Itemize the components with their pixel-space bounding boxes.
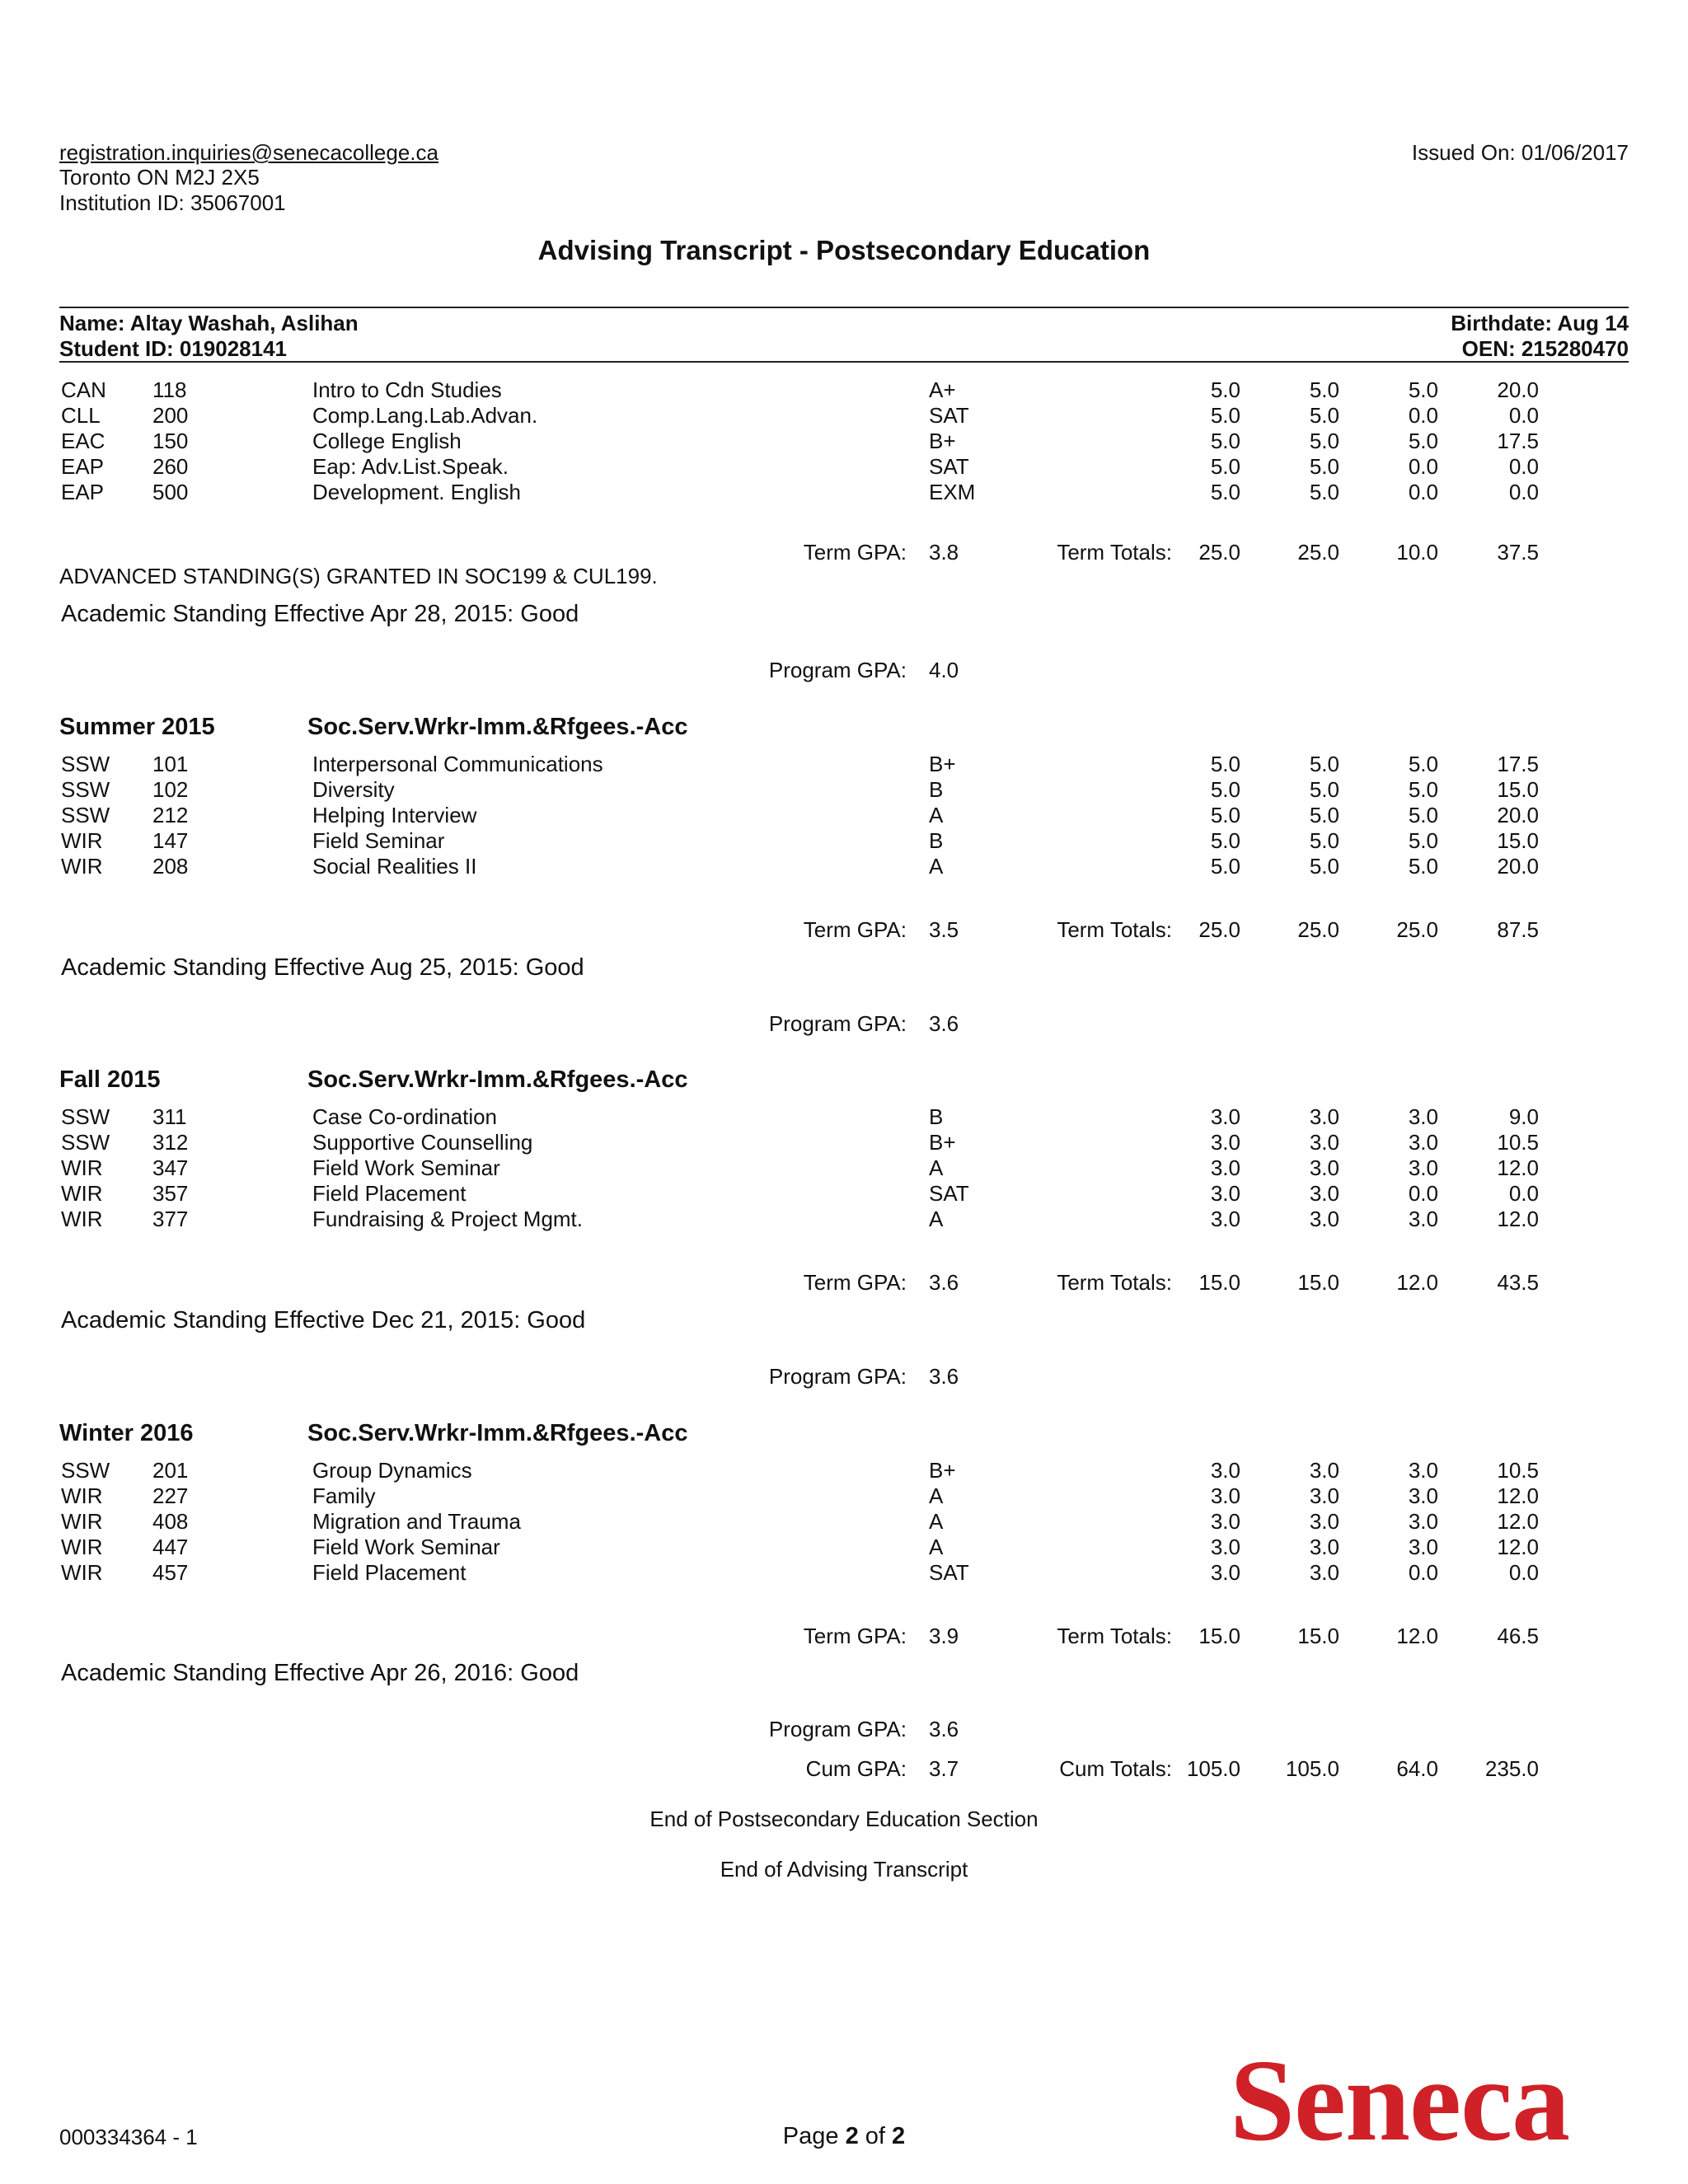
email-link[interactable]: registration.inquiries@senecacollege.ca (59, 140, 438, 165)
course-subject: WIR (61, 1483, 103, 1508)
course-grade-points: 15.0 (1497, 828, 1539, 853)
course-grade-points: 20.0 (1497, 377, 1539, 402)
program-gpa-value: 3.6 (929, 1717, 959, 1741)
term-program: Soc.Serv.Wrkr-Imm.&Rfgees.-Acc (307, 714, 688, 740)
course-grade: A (929, 803, 944, 827)
course-subject: SSW (61, 803, 110, 827)
course-grade-points: 10.5 (1497, 1130, 1539, 1155)
course-credits-attempted: 3.0 (1210, 1560, 1240, 1585)
course-grade-points: 15.0 (1497, 777, 1539, 802)
course-title: Supportive Counselling (312, 1130, 533, 1155)
program-gpa-label: Program GPA: (768, 1364, 907, 1389)
course-credits-earned: 5.0 (1309, 429, 1339, 453)
course-grade: A (929, 1509, 944, 1534)
course-grade-points: 17.5 (1497, 429, 1539, 453)
course-number: 377 (152, 1207, 189, 1231)
course-title: Field Work Seminar (312, 1535, 500, 1559)
bottom-rule (59, 361, 1629, 363)
academic-standing: Academic Standing Effective Apr 26, 2016: Good (61, 1660, 579, 1686)
course-number: 311 (152, 1104, 187, 1129)
course-credits-attempted: 5.0 (1210, 854, 1240, 879)
course-title: Field Placement (312, 1560, 467, 1585)
program-gpa-line (0, 1010, 1688, 1037)
course-credits-attempted: 3.0 (1210, 1130, 1240, 1155)
term-name: Winter 2016 (59, 1420, 194, 1446)
academic-standing: Academic Standing Effective Dec 21, 2015: Good (61, 1307, 586, 1333)
course-grade-points: 20.0 (1497, 854, 1539, 879)
course-credits-attempted: 3.0 (1210, 1207, 1240, 1231)
term-total-4: 87.5 (1497, 917, 1539, 942)
course-grade: B+ (929, 752, 956, 776)
course-number: 357 (152, 1181, 189, 1206)
course-credits-attempted: 5.0 (1210, 480, 1240, 504)
course-grade-points: 17.5 (1497, 752, 1539, 776)
term-total-1: 25.0 (1198, 540, 1240, 565)
course-gpa-credits: 3.0 (1408, 1207, 1438, 1231)
term-total-1: 15.0 (1198, 1624, 1240, 1648)
course-grade: SAT (929, 454, 969, 479)
cum-total-3: 64.0 (1396, 1756, 1438, 1781)
course-title: Diversity (312, 777, 395, 802)
term-gpa-value: 3.6 (929, 1270, 959, 1295)
course-number: 347 (152, 1155, 189, 1180)
course-credits-attempted: 5.0 (1210, 454, 1240, 479)
course-row (0, 777, 1688, 803)
course-number: 227 (152, 1483, 189, 1508)
course-credits-earned: 5.0 (1309, 803, 1339, 827)
program-gpa-label: Program GPA: (768, 658, 907, 682)
institution-address: Toronto ON M2J 2X5 (59, 165, 260, 190)
program-gpa-line (0, 657, 1688, 683)
page-prefix: Page (782, 2123, 839, 2149)
term-gpa-label: Term GPA: (803, 540, 907, 565)
term-total-3: 10.0 (1396, 540, 1438, 565)
course-title: Comp.Lang.Lab.Advan. (312, 403, 538, 428)
course-credits-earned: 5.0 (1309, 454, 1339, 479)
course-subject: WIR (61, 1155, 103, 1180)
term-totals-label: Term Totals: (1057, 1270, 1172, 1295)
seneca-logo: Seneca (1230, 2035, 1570, 2165)
course-gpa-credits: 5.0 (1408, 377, 1438, 402)
course-title: Fundraising & Project Mgmt. (312, 1207, 584, 1231)
term-total-2: 15.0 (1297, 1624, 1339, 1648)
top-rule (59, 307, 1629, 308)
course-subject: WIR (61, 854, 103, 879)
birthdate: Birthdate: Aug 14 (1451, 311, 1629, 335)
course-row (0, 1130, 1688, 1155)
student-id: Student ID: 019028141 (59, 336, 288, 361)
course-credits-earned: 3.0 (1309, 1509, 1339, 1534)
course-row (0, 377, 1688, 403)
course-credits-earned: 3.0 (1309, 1130, 1339, 1155)
course-row (0, 454, 1688, 480)
course-gpa-credits: 5.0 (1408, 828, 1438, 853)
course-credits-earned: 3.0 (1309, 1104, 1339, 1129)
course-row (0, 480, 1688, 505)
course-grade-points: 0.0 (1508, 454, 1539, 479)
course-credits-attempted: 3.0 (1210, 1483, 1240, 1508)
course-grade-points: 20.0 (1497, 803, 1539, 827)
course-credits-attempted: 5.0 (1210, 403, 1240, 428)
document-title: Advising Transcript - Postsecondary Education (537, 235, 1151, 265)
course-gpa-credits: 0.0 (1408, 1181, 1438, 1206)
program-gpa-label: Program GPA: (768, 1717, 907, 1741)
course-row (0, 803, 1688, 828)
course-grade-points: 0.0 (1508, 480, 1539, 504)
course-title: Field Work Seminar (312, 1155, 500, 1180)
term-gpa-value: 3.9 (929, 1624, 959, 1648)
course-grade: SAT (929, 403, 969, 428)
course-subject: WIR (61, 1509, 103, 1534)
course-grade: B (929, 1104, 944, 1129)
course-gpa-credits: 3.0 (1408, 1130, 1438, 1155)
term-totals-label: Term Totals: (1057, 1624, 1172, 1648)
course-gpa-credits: 3.0 (1408, 1458, 1438, 1483)
term-note: ADVANCED STANDING(S) GRANTED IN SOC199 & CUL199. (59, 564, 658, 588)
course-credits-earned: 3.0 (1309, 1535, 1339, 1559)
course-title: Family (312, 1483, 376, 1508)
course-subject: CAN (61, 377, 106, 402)
course-grade-points: 10.5 (1497, 1458, 1539, 1483)
page-of: of (865, 2123, 885, 2149)
document-number: 000334364 - 1 (59, 2125, 198, 2149)
course-number: 150 (152, 429, 189, 453)
term-gpa-value: 3.5 (929, 917, 959, 942)
page-total: 2 (892, 2123, 906, 2149)
course-row (0, 429, 1688, 454)
course-credits-attempted: 5.0 (1210, 377, 1240, 402)
course-gpa-credits: 3.0 (1408, 1483, 1438, 1508)
issued-on: Issued On: 01/06/2017 (1411, 140, 1629, 165)
course-gpa-credits: 0.0 (1408, 403, 1438, 428)
course-grade-points: 12.0 (1497, 1535, 1539, 1559)
course-title: College English (312, 429, 462, 453)
term-total-3: 25.0 (1396, 917, 1438, 942)
term-gpa-label: Term GPA: (803, 1624, 907, 1648)
course-number: 212 (152, 803, 189, 827)
term-totals-label: Term Totals: (1057, 540, 1172, 565)
course-grade-points: 12.0 (1497, 1483, 1539, 1508)
course-row (0, 1458, 1688, 1483)
course-credits-attempted: 5.0 (1210, 752, 1240, 776)
course-title: Group Dynamics (312, 1458, 472, 1483)
course-grade: A (929, 1535, 944, 1559)
course-number: 408 (152, 1509, 189, 1534)
course-title: Social Realities II (312, 854, 477, 879)
course-subject: WIR (61, 828, 103, 853)
course-grade: B+ (929, 1458, 956, 1483)
term-totals-line (0, 916, 1688, 943)
course-grade-points: 9.0 (1508, 1104, 1539, 1129)
course-number: 312 (152, 1130, 189, 1155)
term-total-3: 12.0 (1396, 1270, 1438, 1295)
course-row (0, 1181, 1688, 1207)
page-current: 2 (845, 2123, 859, 2149)
term-totals-label: Term Totals: (1057, 917, 1172, 942)
course-grade: EXM (929, 480, 976, 504)
course-number: 147 (152, 828, 189, 853)
course-gpa-credits: 3.0 (1408, 1155, 1438, 1180)
course-subject: WIR (61, 1560, 103, 1585)
term-totals-line (0, 539, 1688, 565)
course-number: 500 (152, 480, 189, 504)
course-grade: A (929, 854, 944, 879)
course-number: 101 (152, 752, 189, 776)
course-title: Development. English (312, 480, 521, 504)
course-credits-attempted: 3.0 (1210, 1509, 1240, 1534)
course-grade: SAT (929, 1181, 969, 1206)
course-gpa-credits: 3.0 (1408, 1104, 1438, 1129)
course-gpa-credits: 3.0 (1408, 1509, 1438, 1534)
course-grade: A (929, 1155, 944, 1180)
course-credits-attempted: 5.0 (1210, 803, 1240, 827)
term-program: Soc.Serv.Wrkr-Imm.&Rfgees.-Acc (307, 1420, 688, 1446)
cumulative-line (0, 1755, 1688, 1782)
term-total-4: 46.5 (1497, 1624, 1539, 1648)
course-gpa-credits: 0.0 (1408, 454, 1438, 479)
course-credits-attempted: 3.0 (1210, 1181, 1240, 1206)
term-totals-line (0, 1269, 1688, 1296)
program-gpa-value: 3.6 (929, 1011, 959, 1036)
course-title: Case Co-ordination (312, 1104, 498, 1129)
term-program: Soc.Serv.Wrkr-Imm.&Rfgees.-Acc (307, 1066, 688, 1093)
cum-total-2: 105.0 (1285, 1756, 1339, 1781)
course-credits-earned: 5.0 (1309, 403, 1339, 428)
term-total-4: 37.5 (1497, 540, 1539, 565)
course-grade-points: 12.0 (1497, 1509, 1539, 1534)
course-subject: WIR (61, 1207, 103, 1231)
course-credits-earned: 5.0 (1309, 377, 1339, 402)
course-row (0, 752, 1688, 777)
course-gpa-credits: 5.0 (1408, 803, 1438, 827)
program-gpa-line (0, 1716, 1688, 1742)
course-subject: WIR (61, 1181, 103, 1206)
term-total-2: 15.0 (1297, 1270, 1339, 1295)
course-title: Field Placement (312, 1181, 467, 1206)
course-grade: B (929, 777, 944, 802)
course-gpa-credits: 3.0 (1408, 1535, 1438, 1559)
course-credits-earned: 3.0 (1309, 1181, 1339, 1206)
course-number: 447 (152, 1535, 189, 1559)
program-gpa-value: 4.0 (929, 658, 959, 682)
course-row (0, 1155, 1688, 1181)
term-header (0, 1418, 1688, 1448)
course-credits-attempted: 3.0 (1210, 1458, 1240, 1483)
cum-gpa-label: Cum GPA: (805, 1756, 907, 1781)
cum-totals-label: Cum Totals: (1059, 1756, 1172, 1781)
course-title: Field Seminar (312, 828, 445, 853)
course-credits-attempted: 5.0 (1210, 777, 1240, 802)
course-number: 200 (152, 403, 189, 428)
course-title: Eap: Adv.List.Speak. (312, 454, 509, 479)
term-gpa-value: 3.8 (929, 540, 959, 565)
course-credits-attempted: 5.0 (1210, 828, 1240, 853)
term-gpa-label: Term GPA: (803, 917, 907, 942)
course-subject: SSW (61, 752, 110, 776)
course-credits-earned: 3.0 (1309, 1155, 1339, 1180)
course-row (0, 1509, 1688, 1535)
course-grade: B+ (929, 1130, 956, 1155)
course-subject: WIR (61, 1535, 103, 1559)
course-credits-earned: 3.0 (1309, 1560, 1339, 1585)
course-gpa-credits: 5.0 (1408, 752, 1438, 776)
term-name: Fall 2015 (59, 1066, 161, 1093)
term-total-2: 25.0 (1297, 540, 1339, 565)
course-credits-earned: 5.0 (1309, 854, 1339, 879)
program-gpa-value: 3.6 (929, 1364, 959, 1389)
program-gpa-line (0, 1363, 1688, 1390)
course-number: 260 (152, 454, 189, 479)
course-row (0, 403, 1688, 429)
program-gpa-label: Program GPA: (768, 1011, 907, 1036)
course-row (0, 1483, 1688, 1509)
course-credits-attempted: 5.0 (1210, 429, 1240, 453)
course-gpa-credits: 5.0 (1408, 854, 1438, 879)
course-gpa-credits: 5.0 (1408, 429, 1438, 453)
course-credits-earned: 3.0 (1309, 1458, 1339, 1483)
course-grade: A (929, 1483, 944, 1508)
course-subject: EAC (61, 429, 106, 453)
course-number: 457 (152, 1560, 189, 1585)
course-credits-attempted: 3.0 (1210, 1155, 1240, 1180)
course-grade: SAT (929, 1560, 969, 1585)
course-row (0, 828, 1688, 854)
academic-standing: Academic Standing Effective Aug 25, 2015: Good (61, 954, 584, 981)
term-total-4: 43.5 (1497, 1270, 1539, 1295)
course-subject: EAP (61, 454, 105, 479)
term-name: Summer 2015 (59, 714, 215, 740)
course-subject: SSW (61, 1458, 110, 1483)
course-grade-points: 0.0 (1508, 1560, 1539, 1585)
term-total-2: 25.0 (1297, 917, 1339, 942)
course-subject: SSW (61, 1104, 110, 1129)
term-total-3: 12.0 (1396, 1624, 1438, 1648)
cum-gpa-value: 3.7 (929, 1756, 959, 1781)
cum-total-1: 105.0 (1186, 1756, 1240, 1781)
course-subject: SSW (61, 1130, 110, 1155)
course-grade: A+ (929, 377, 956, 402)
course-grade: B+ (929, 429, 956, 453)
end-section-text: End of Postsecondary Education Section (649, 1807, 1039, 1831)
term-header (0, 712, 1688, 742)
course-number: 102 (152, 777, 189, 802)
course-row (0, 1104, 1688, 1130)
course-grade-points: 12.0 (1497, 1155, 1539, 1180)
academic-standing: Academic Standing Effective Apr 28, 2015: Good (61, 601, 579, 627)
course-subject: SSW (61, 777, 110, 802)
course-grade-points: 12.0 (1497, 1207, 1539, 1231)
course-title: Intro to Cdn Studies (312, 377, 502, 402)
end-transcript-text: End of Advising Transcript (720, 1857, 968, 1882)
course-number: 201 (152, 1458, 189, 1483)
course-credits-attempted: 3.0 (1210, 1535, 1240, 1559)
course-credits-earned: 3.0 (1309, 1483, 1339, 1508)
student-name: Name: Altay Washah, Aslihan (59, 311, 359, 335)
course-credits-earned: 5.0 (1309, 777, 1339, 802)
course-title: Interpersonal Communications (312, 752, 603, 776)
course-title: Migration and Trauma (312, 1509, 521, 1534)
course-gpa-credits: 0.0 (1408, 1560, 1438, 1585)
course-row (0, 1560, 1688, 1586)
course-row (0, 854, 1688, 879)
course-title: Helping Interview (312, 803, 477, 827)
course-grade: B (929, 828, 944, 853)
course-credits-attempted: 3.0 (1210, 1104, 1240, 1129)
term-total-1: 15.0 (1198, 1270, 1240, 1295)
course-subject: EAP (61, 480, 105, 504)
institution-id: Institution ID: 35067001 (59, 190, 286, 215)
course-grade: A (929, 1207, 944, 1231)
term-totals-line (0, 1623, 1688, 1649)
course-number: 208 (152, 854, 189, 879)
oen: OEN: 215280470 (1461, 336, 1629, 361)
course-grade-points: 0.0 (1508, 1181, 1539, 1206)
term-gpa-label: Term GPA: (803, 1270, 907, 1295)
course-gpa-credits: 5.0 (1408, 777, 1438, 802)
course-credits-earned: 5.0 (1309, 480, 1339, 504)
course-credits-earned: 5.0 (1309, 828, 1339, 853)
course-credits-earned: 3.0 (1309, 1207, 1339, 1231)
course-credits-earned: 5.0 (1309, 752, 1339, 776)
course-row (0, 1535, 1688, 1560)
course-grade-points: 0.0 (1508, 403, 1539, 428)
course-subject: CLL (61, 403, 101, 428)
course-gpa-credits: 0.0 (1408, 480, 1438, 504)
term-header (0, 1065, 1688, 1094)
course-number: 118 (152, 377, 187, 402)
term-total-1: 25.0 (1198, 917, 1240, 942)
course-row (0, 1207, 1688, 1232)
cum-total-4: 235.0 (1484, 1756, 1539, 1781)
